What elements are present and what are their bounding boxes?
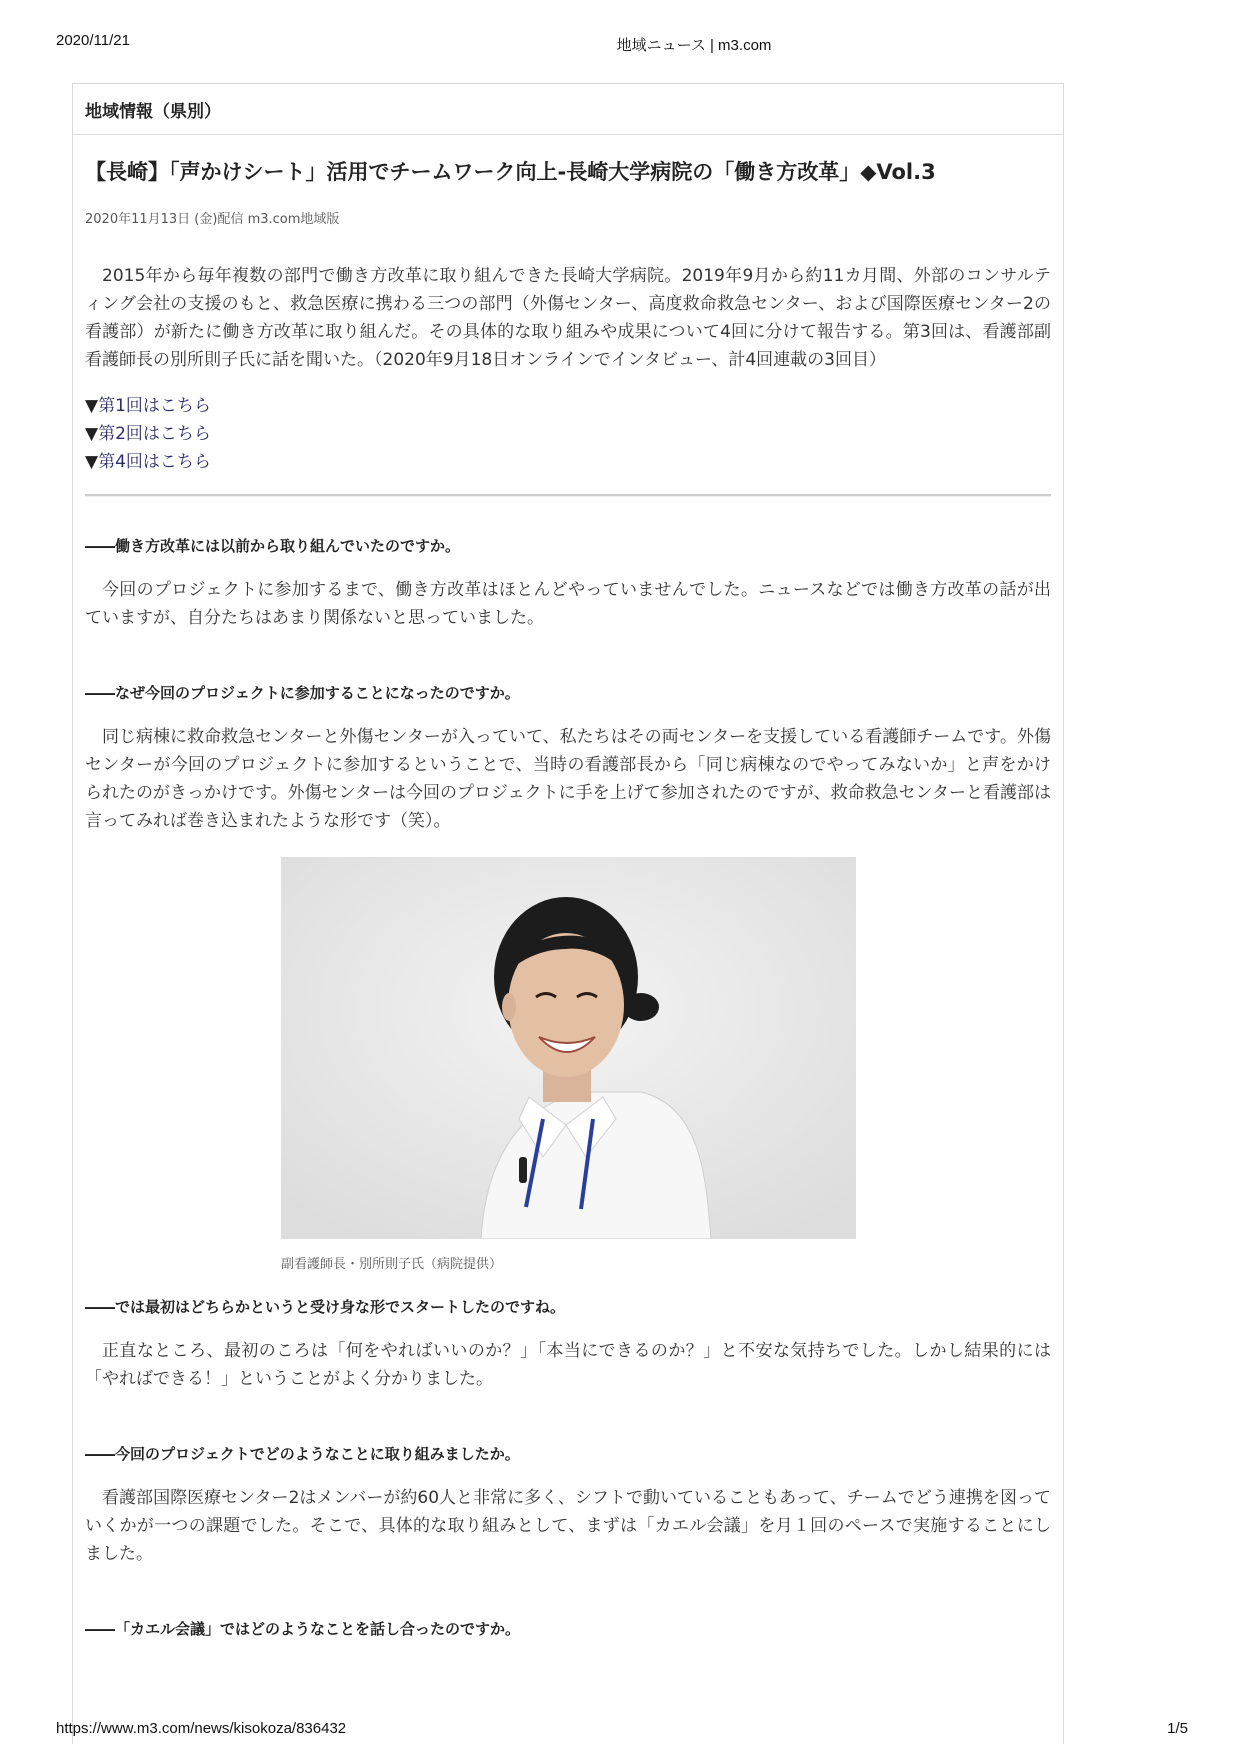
lead-paragraph: 2015年から毎年複数の部門で働き方改革に取り組んできた長崎大学病院。2019年9月から約11カ月間、外部のコンサルティング会社の支援のもと、救急医療に携わる三つの部門（外傷センター、高度救命救急センター、および国際医療センター2の看護部）が新たに働き方改革に取り組んだ。その具体的な取り組みや成果について4回に分けて報告する。第3回は、看護部副看護師長の別所則子氏に話を聞いた。（2020年9月18日オンラインでインタビュー、計4回連載の3回目）: [85, 266, 1051, 371]
answer-2: 同じ病棟に救命救急センターと外傷センターが入っていて、私たちはその両センターを支援している看護師チームです。外傷センターが今回のプロジェクトに参加するということで、当時の看護部長から「同じ病棟なのでやってみないか」と声をかけられたのがきっかけです。外傷センターは今回のプロジェクトに手を上げて参加されたのですが、救命救急センターと看護部は言ってみれば巻き込まれたような形です（笑）。: [85, 727, 1051, 832]
answer-3: 正直なところ、最初のころは「何をやればいいのか？」「本当にできるのか？」と不安な気持ちでした。しかし結果的には「やればできる！」ということがよく分かりました。: [85, 1341, 1051, 1390]
answer-1: 今回のプロジェクトに参加するまで、働き方改革はほとんどやっていませんでした。ニュースなどでは働き方改革の話が出ていますが、自分たちはあまり関係ないと思っていました。: [85, 580, 1051, 629]
divider: [85, 494, 1051, 497]
article-meta: 2020年11月13日 (金)配信 m3.com地域版: [85, 212, 340, 228]
portrait-photo: [281, 857, 856, 1239]
question-2: ――なぜ今回のプロジェクトに参加することになったのですか。: [85, 684, 520, 703]
question-1: ――働き方改革には以前から取り組んでいたのですか。: [85, 537, 461, 556]
page-url: https://www.m3.com/news/kisokoza/836432: [56, 1720, 347, 1737]
triangle-down-icon: ▼: [85, 424, 99, 445]
triangle-down-icon: ▼: [85, 396, 99, 417]
page-number: 1/5: [1167, 1720, 1188, 1737]
print-footer: [0, 1720, 1240, 1742]
triangle-down-icon: ▼: [85, 452, 99, 473]
link-part-4[interactable]: ▼第4回はこちら: [85, 452, 211, 473]
photo-caption: 副看護師長・別所則子氏（病院提供）: [281, 1257, 503, 1273]
article-body: [73, 159, 1063, 1639]
question-4: ――今回のプロジェクトでどのようなことに取り組みましたか。: [85, 1445, 520, 1464]
link-part-2[interactable]: ▼第2回はこちら: [85, 424, 211, 445]
series-links: [85, 392, 1051, 476]
answer-4: 看護部国際医療センター2はメンバーが約60人と非常に多く、シフトで動いていることもあって、チームでどう連携を図っていくかが一つの課題でした。そこで、具体的な取り組みとして、まずは「カエル会議」を月１回のペースで実施することにしました。: [85, 1488, 1051, 1565]
portrait-illustration: [281, 857, 856, 1239]
figure: [281, 857, 856, 1272]
print-header: [0, 32, 1240, 54]
article-frame: [72, 83, 1064, 1744]
print-date: 2020/11/21: [56, 32, 130, 49]
section-title: 地域情報（県別）: [73, 84, 1063, 135]
question-5: ――「カエル会議」ではどのようなことを話し合ったのですか。: [85, 1620, 521, 1639]
print-title: 地域ニュース | m3.com: [616, 37, 772, 54]
link-part-1[interactable]: ▼第1回はこちら: [85, 396, 211, 417]
question-3: ――では最初はどちらかというと受け身な形でスタートしたのですね。: [85, 1298, 566, 1317]
article-title: 【長崎】「声かけシート」活用でチームワーク向上-長崎大学病院の「働き方改革」◆Vol.3: [85, 160, 936, 184]
